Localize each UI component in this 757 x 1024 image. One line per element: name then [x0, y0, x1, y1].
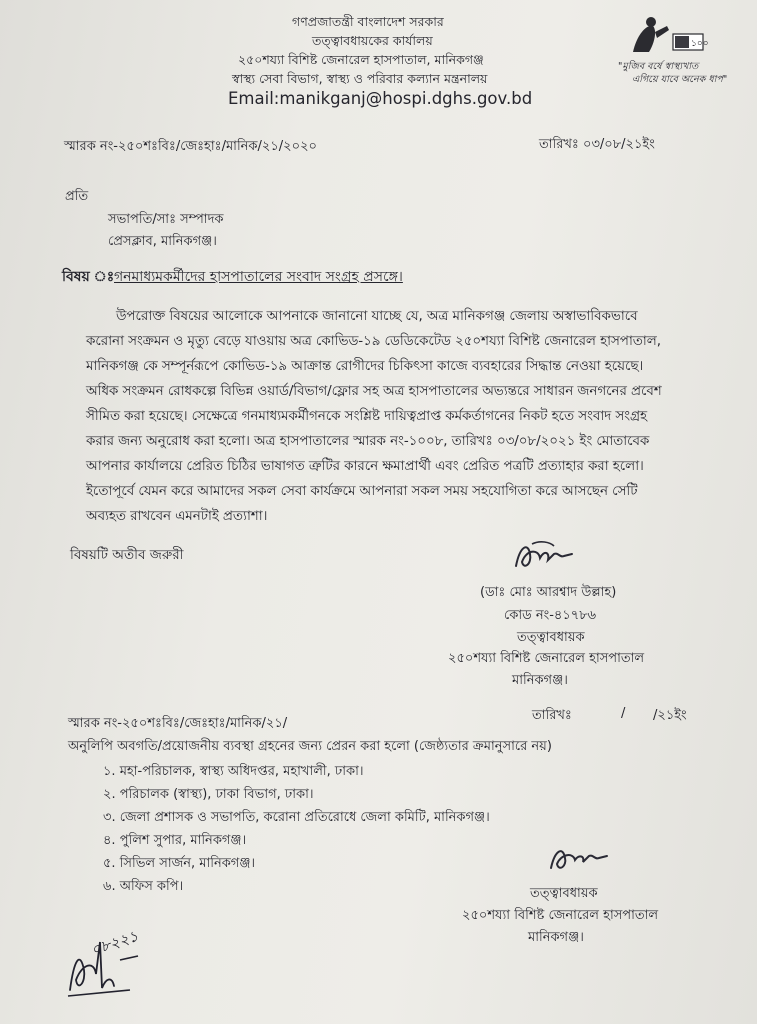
copy-date-suffix: /২১ইং	[653, 708, 687, 723]
subject-label: বিষয় ঃ	[62, 269, 115, 285]
recipient-to: প্রতি	[65, 189, 89, 204]
copy-signatory-title: তত্ত্বাবধায়ক	[530, 886, 598, 901]
signatory-place: মানিকগঞ্জ।	[512, 673, 568, 688]
copy-item-3: ৩. জেলা প্রশাসক ও সভাপতি, করোনা প্রতিরোধে জেলা কমিটি, মানিকগঞ্জ।	[103, 810, 490, 825]
copy-item-4: ৪. পুলিশ সুপার, মানিকগঞ্জ।	[103, 833, 247, 848]
signatory-org: ২৫০শয্যা বিশিষ্ট জেনারেল হাসপাতাল	[448, 651, 645, 666]
recipient-line1: সভাপতি/সাঃ সম্পাদক	[108, 212, 224, 227]
subject-text: গনমাধ্যমকর্মীদের হাসপাতালের সংবাদ সংগ্রহ প্রসঙ্গে।	[114, 269, 403, 285]
body-line-4: অধিক সংক্রমন রোধকল্পে বিভিন্ন ওয়ার্ড/বিভাগ/ফ্লোর সহ অত্র হাসপাতালের অভ্যন্তরে সাধারন জনগনের প্রবেশ	[86, 383, 662, 399]
memo-ref: স্মারক নং-২৫০শঃবিঃ/জেঃহাঃ/মানিক/২১/২০২০	[64, 139, 317, 154]
copy-signatory-org: ২৫০শয্যা বিশিষ্ট জেনারেল হাসপাতাল	[462, 908, 659, 923]
copy-date-slash: /	[621, 706, 626, 721]
header-line3: ২৫০শয্যা বিশিষ্ট জেনারেল হাসপাতাল, মানিকগঞ্জ	[238, 52, 484, 67]
logo-caption-line1: "মুজিব বর্ষে স্বাস্থ্যখাত	[618, 61, 699, 72]
copy-ref: স্মারক নং-২৫০শঃবিঃ/জেঃহাঃ/মানিক/২১/	[68, 716, 288, 731]
memo-date: তারিখঃ ০৩/০৮/২১ইং	[539, 137, 655, 152]
body-line-2: করোনা সংক্রমন ও মৃত্যু বেড়ে যাওয়ায় অত্র কোভিড-১৯ ডেডিকেটেড ২৫০শয্যা বিশিষ্ট জেনারেল হাসপাতাল,	[86, 333, 661, 349]
header-line1: গণপ্রজাতন্ত্রী বাংলাদেশ সরকার	[292, 14, 444, 29]
body-line-3: মানিকগঞ্জ কে সম্পূর্নরূপে কোভিড-১৯ আক্রান্ত রোগীদের চিকিৎসা কাজে ব্যবহারের সিদ্ধান্ত নেওয়া হয়েছে।	[86, 358, 644, 374]
header-line2: তত্ত্বাবধায়কের কার্যালয়	[312, 33, 433, 48]
body-line-1: উপরোক্ত বিষয়ের আলোকে আপনাকে জানানো যাচ্ছে যে, অত্র মানিকগঞ্জ জেলায় অস্বাভাবিকভাবে	[116, 308, 638, 324]
copy-signatory-place: মানিকগঞ্জ।	[528, 930, 584, 945]
svg-text:১০০: ১০০	[691, 39, 709, 49]
copy-item-1: ১. মহা-পরিচালক, স্বাস্থ্য অধিদপ্তর, মহাখালী, ঢাকা।	[103, 764, 364, 779]
copy-item-6: ৬. অফিস কপি।	[103, 879, 184, 894]
signature-2-icon	[545, 842, 615, 876]
copy-item-5: ৫. সিভিল সার্জন, মানিকগঞ্জ।	[103, 856, 256, 871]
urgent-note: বিষয়টি অতীব জরুরী	[70, 547, 184, 563]
copy-item-2: ২. পরিচালক (স্বাস্থ্য), ঢাকা বিভাগ, ঢাকা।	[103, 787, 314, 802]
signature-1-icon	[510, 536, 580, 576]
copy-date-label: তারিখঃ	[532, 708, 572, 723]
recipient-line2: প্রেসক্লাব, মানিকগঞ্জ।	[108, 234, 217, 249]
mujib-borsho-logo-icon	[627, 12, 711, 60]
header-email: Email:manikganj@hospi.dghs.gov.bd	[228, 89, 533, 108]
body-line-7: আপনার কার্যালয়ে প্রেরিত চিঠির ভাষাগত ত্রুটির কারনে ক্ষমাপ্রার্থী এবং প্রেরিত পত্রটি প্রত্যাহার করা হলো।	[86, 458, 644, 474]
signatory-name: (ডাঃ মোঃ আরশ্বাদ উল্লাহ)	[480, 585, 617, 600]
body-line-8: ইতোপূর্বে যেমন করে আমাদের সকল সেবা কার্যক্রমে আপনারা সকল সময় সহযোগিতা করে আসছেন সেটি	[86, 483, 638, 499]
header-line4: স্বাস্থ্য সেবা বিভাগ, স্বাস্থ্য ও পরিবার কল্যান মন্ত্রনালয়	[232, 71, 488, 86]
body-line-6: করার জন্য অনুরোধ করা হলো। অত্র হাসপাতালের স্মারক নং-১০০৮, তারিখঃ ০৩/০৮/২০২১ ইং মোতাবেক	[86, 433, 650, 449]
logo-caption-line2: এগিয়ে যাবে অনেক ধাপ"	[632, 74, 728, 85]
body-line-9: অব্যহত রাখবেন এমনটাই প্রত্যাশা।	[86, 508, 268, 524]
body-line-5: সীমিত করা হয়েছে। সেক্ষেত্রে গনমাধ্যমকর্মীগনকে সংশ্লিষ্ট দায়িত্বপ্রাপ্ত কর্মকর্তাগনের নিকট হতে সংবাদ সংগ্রহ	[86, 408, 647, 424]
handwritten-note: ০৮২২১	[88, 926, 141, 960]
copy-intro: অনুলিপি অবগতি/প্রয়োজনীয় ব্যবস্থা গ্রহনের জন্য প্রেরন করা হলো (জেষ্ঠ্যতার ক্রমানুসারে নয়)	[68, 739, 552, 754]
signatory-code: কোড নং-৪১৭৮৬	[504, 608, 597, 623]
signatory-title: তত্ত্বাবধায়ক	[517, 630, 585, 645]
